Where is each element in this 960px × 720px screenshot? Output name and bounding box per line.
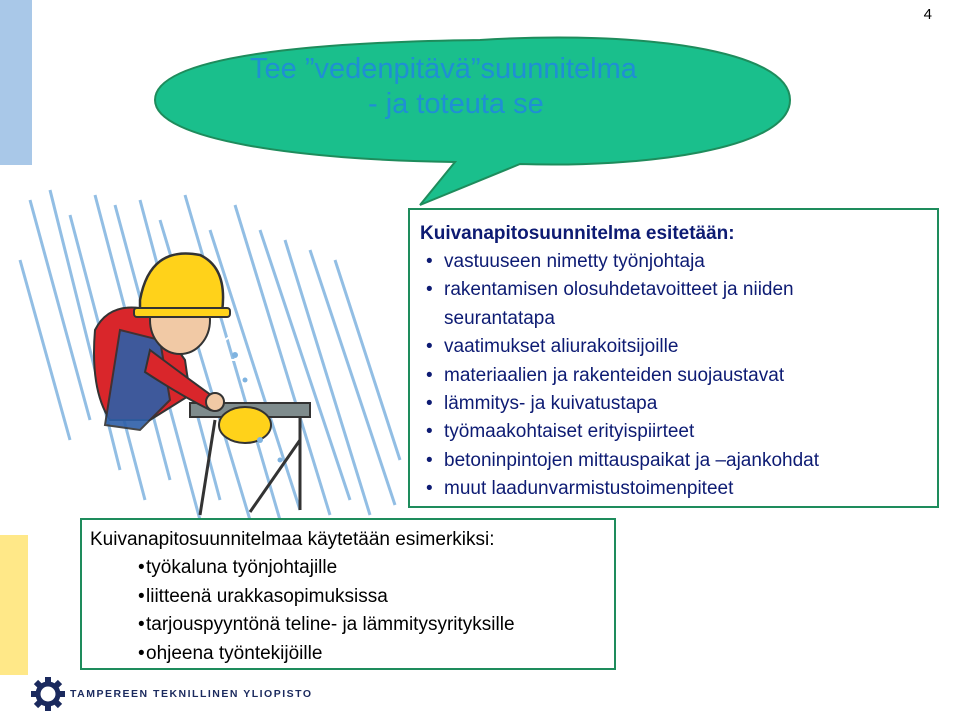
left-bar-blue xyxy=(0,0,32,165)
list-item: • ohjeena työntekijöille xyxy=(90,640,614,669)
worker-in-rain-illustration xyxy=(94,253,310,515)
speech-bubble-text xyxy=(220,52,690,122)
university-name: TAMPEREEN TEKNILLINEN YLIOPISTO xyxy=(70,688,313,700)
plan-box-title: Kuivanapitosuunnitelma esitetään: xyxy=(420,223,735,244)
list-item: • työkaluna työnjohtajille xyxy=(90,554,614,583)
tty-gear-logo-icon xyxy=(31,677,65,711)
usage-box-list xyxy=(90,554,614,668)
bubble-line-1: Tee ”vedenpitävä”suunnitelma xyxy=(250,53,637,85)
list-item: • muut laadunvarmistustoimenpiteet xyxy=(420,475,937,503)
list-item-continuation: seurantatapa xyxy=(444,307,555,329)
list-item: • tarjouspyyntönä teline- ja lämmitysyrityksille xyxy=(90,611,614,640)
list-item: • työmaakohtaiset erityispiirteet xyxy=(420,418,937,446)
left-bar-yellow xyxy=(0,535,28,675)
list-item: • lämmitys- ja kuivatustapa xyxy=(420,390,937,418)
rain-streaks xyxy=(20,190,400,520)
page-number: 4 xyxy=(923,6,932,23)
plan-box xyxy=(408,208,939,508)
list-item: • materiaalien ja rakenteiden suojaustavat xyxy=(420,362,937,390)
usage-box xyxy=(80,518,616,670)
plan-box-list xyxy=(420,248,937,504)
list-item: • rakentamisen olosuhdetavoitteet ja niiden xyxy=(420,276,937,304)
usage-box-title: Kuivanapitosuunnitelmaa käytetään esimerkiksi: xyxy=(90,529,495,550)
list-item: • vaatimukset aliurakoitsijoille xyxy=(420,333,937,361)
bubble-line-2: - ja toteuta se xyxy=(368,88,544,120)
list-item: • betoninpintojen mittauspaikat ja –ajankohdat xyxy=(420,447,937,475)
list-item: • liitteenä urakkasopimuksissa xyxy=(90,583,614,612)
list-item: • vastuuseen nimetty työnjohtaja xyxy=(420,248,937,276)
